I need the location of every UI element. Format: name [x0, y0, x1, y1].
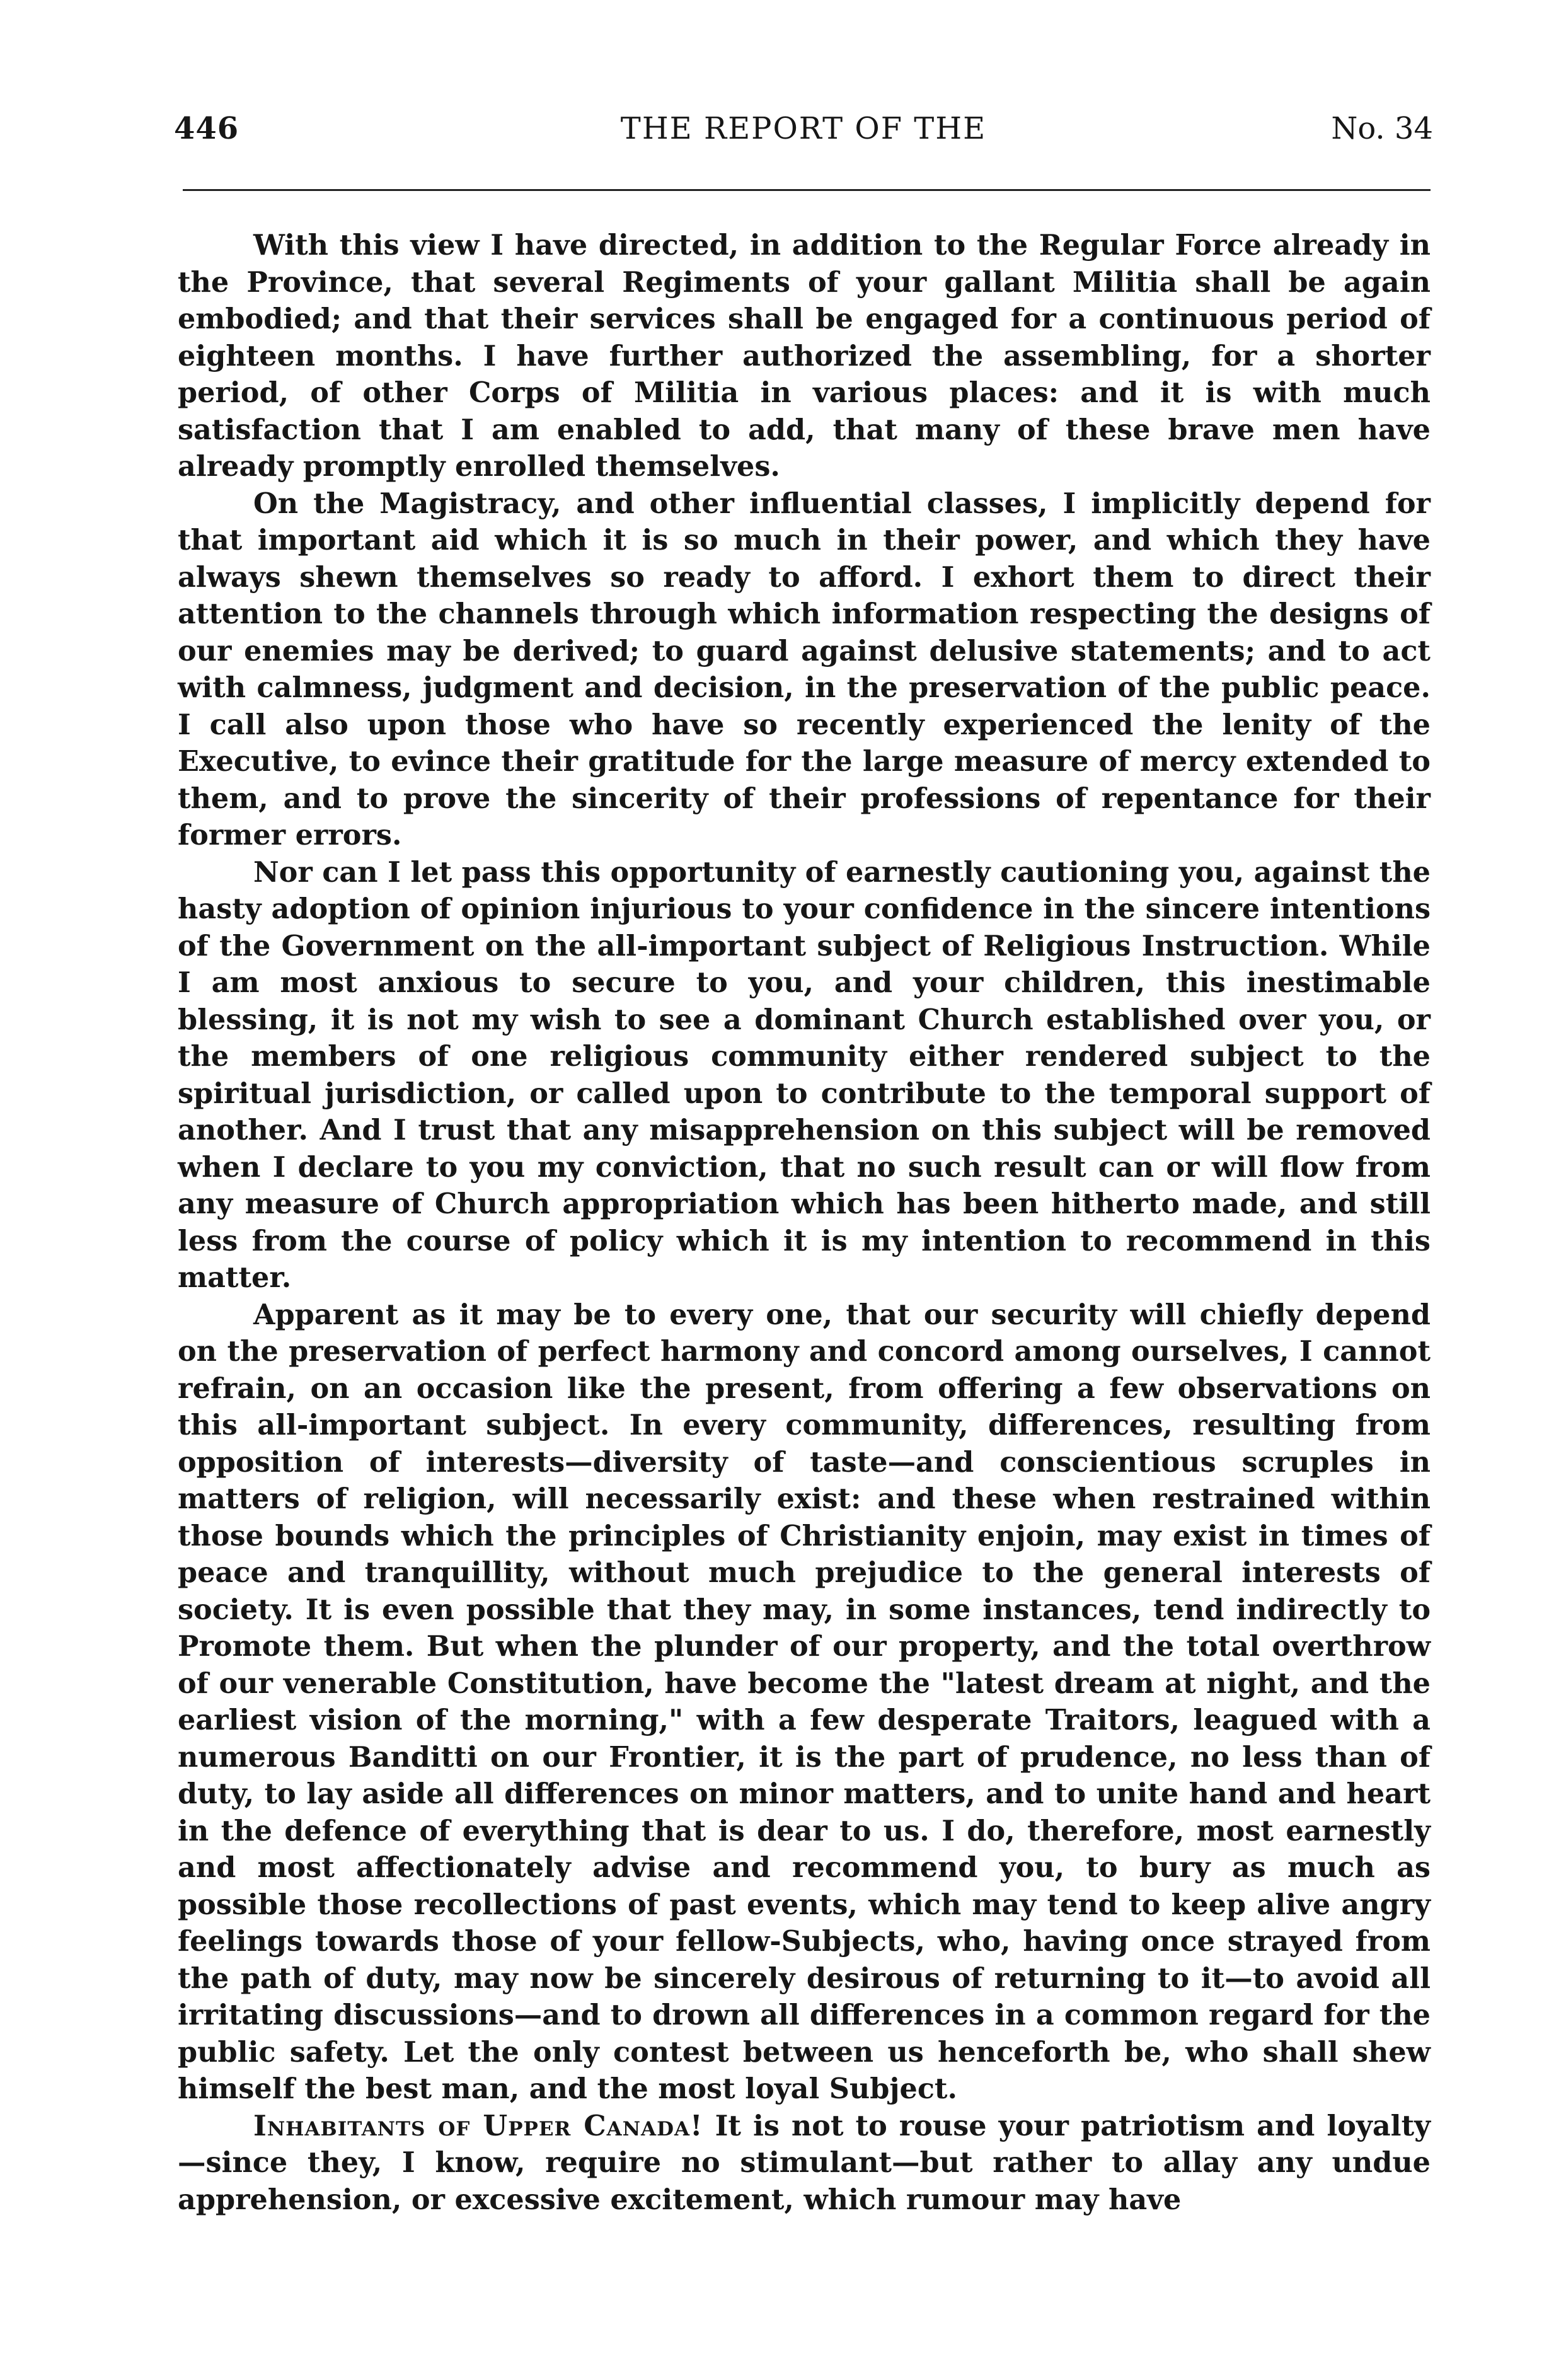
- paragraph: Apparent as it may be to every one, that our security will chiefly depend on the preservation of perfect harmony and concord among ourselves, I cannot refrain, on an occasion like the present, from offering a few observations on this all-important subject. In every community, differences, resulting from opposition of interests—diversity of taste—and conscientious scruples in matters of religion, will necessarily exist: and these when restrained within those bounds which the principles of Christianity enjoin, may exist in times of peace and tranquillity, without much prejudice to the general interests of society. It is even possible that they may, in some instances, tend indirectly to Promote them. But when the plunder of our property, and the total overthrow of our venerable Constitution, have become the "latest dream at night, and the earliest vision of the morning," with a few desperate Traitors, leagued with a numerous Banditti on our Frontier, it is the part of prudence, no less than of duty, to lay aside all differences on minor matters, and to unite hand and heart in the defence of everything that is dear to us. I do, therefore, most earnestly and most affectionately advise and recommend you, to bury as much as possible those recollections of past events, which may tend to keep alive angry feelings towards those of your fellow-Subjects, who, having once strayed from the path of duty, may now be sincerely desirous of returning to it—to avoid all irritating discussions—and to drown all differences in a common regard for the public safety. Let the only contest between us henceforth be, who shall shew himself the best man, and the most loyal Subject.: [178, 1298, 1431, 2105]
- body-text: [178, 227, 1431, 2218]
- header-rule: [183, 189, 1431, 191]
- page-number: 446: [174, 111, 239, 146]
- paragraph: Nor can I let pass this opportunity of earnestly cautioning you, against the hasty adoption of opinion injurious to your confidence in the sincere intentions of the Government on the all-important subject of Religious Instruction. While I am most anxious to secure to you, and your children, this inestimable blessing, it is not my wish to see a dominant Church established over you, or the members of one religious community either rendered subject to the spiritual jurisdiction, or called upon to contribute to the temporal support of another. And I trust that any misapprehension on this subject will be removed when I declare to you my conviction, that no such result can or will flow from any measure of Church appropriation which has been hitherto made, and still less from the course of policy which it is my intention to recommend in this matter.: [178, 855, 1431, 1294]
- issue-number: No. 34: [1331, 111, 1433, 146]
- final-paragraph: [178, 2108, 1431, 2219]
- paragraph: With this view I have directed, in addition to the Regular Force already in the Province, that several Regiments of your gallant Militia shall be again embodied; and that their services shall be engaged for a continuous period of eighteen months. I have further authorized the assembling, for a shorter period, of other Corps of Militia in various places: and it is with much satisfaction that I am enabled to add, that many of these brave men have already promptly enrolled themselves.: [178, 229, 1431, 483]
- paragraph: On the Magistracy, and other influential classes, I implicitly depend for that important aid which it is so much in their power, and which they have always shewn themselves so ready to afford. I exhort them to direct their attention to the channels through which information respecting the designs of our enemies may be derived; to guard against delusive statements; and to act with calmness, judgment and decision, in the preservation of the public peace. I call also upon those who have so recently experienced the lenity of the Executive, to evince their gratitude for the large measure of mercy extended to them, and to prove the sincerity of their professions of repentance for their former errors.: [178, 487, 1431, 852]
- running-head: THE REPORT OF THE: [620, 111, 987, 146]
- address-inhabitants: Inhabitants of Upper Canada!: [253, 2109, 703, 2142]
- page-header: [174, 111, 1433, 149]
- final-paragraph-text: It is not to rouse your patriotism and loyalty—since they, I know, require no stimulant—but rather to allay any undue apprehension, or excessive excitement, which rumour may have: [178, 2109, 1431, 2216]
